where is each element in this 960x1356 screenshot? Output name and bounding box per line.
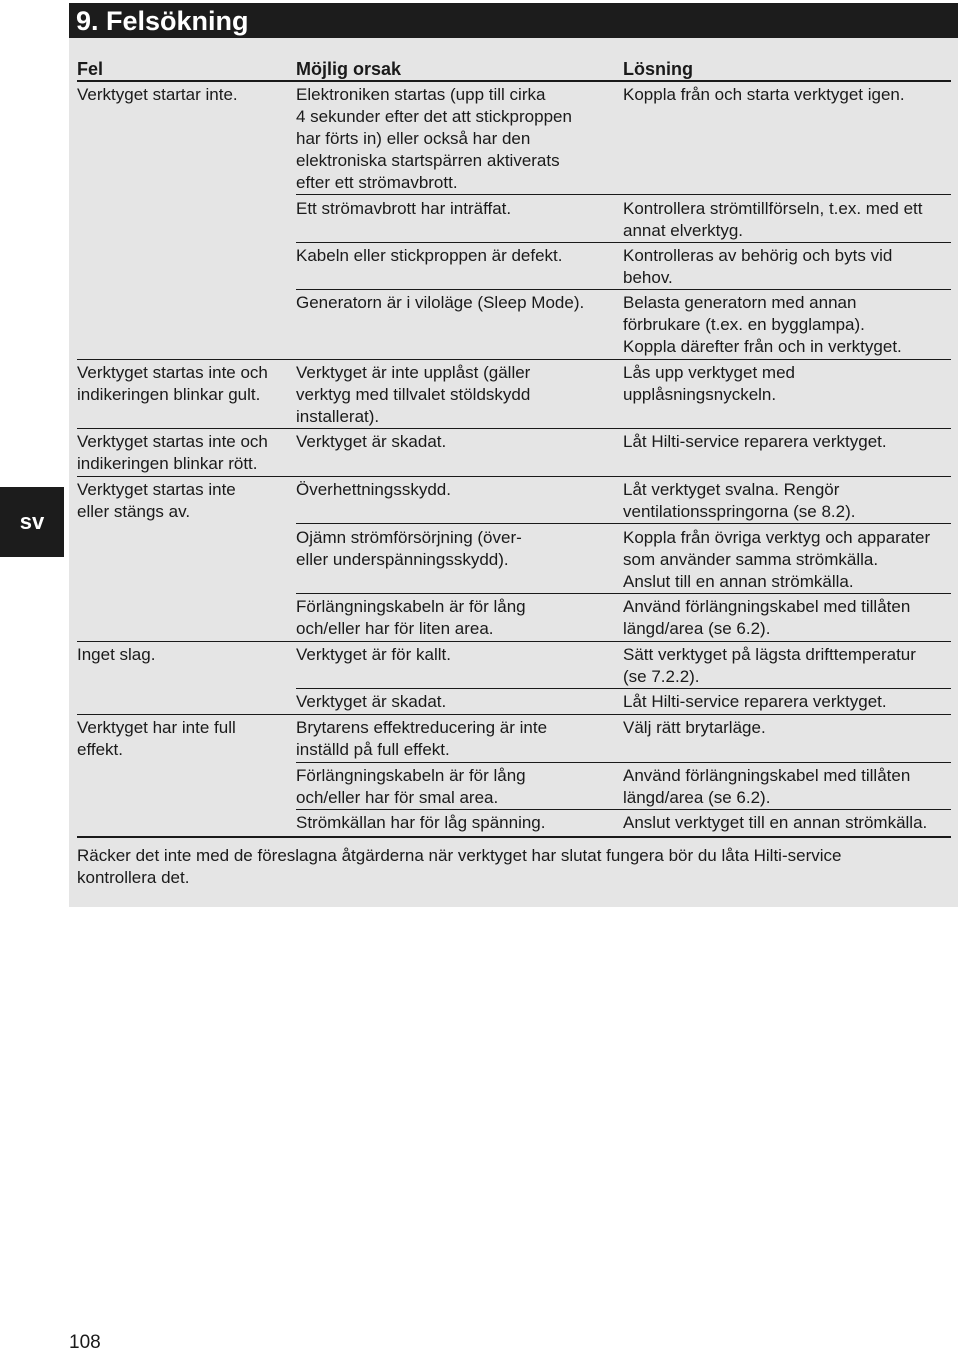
row-divider: [77, 428, 951, 429]
table-cell-losning: Lås upp verktyget med upplåsningsnyckeln.: [623, 363, 795, 404]
table-cell-losning: Koppla från och starta verktyget igen.: [623, 85, 905, 104]
section-title: 9. Felsökning: [76, 6, 249, 36]
header-divider: [77, 80, 951, 82]
table-cell-orsak: Verktyget är skadat.: [296, 432, 447, 451]
row-divider: [296, 289, 951, 290]
table-cell-losning: Använd förlängningskabel med tillåten längd/area (se 6.2).: [623, 597, 911, 638]
table-cell-losning: Använd förlängningskabel med tillåten längd/area (se 6.2).: [623, 766, 911, 807]
row-divider: [296, 242, 951, 243]
table-cell-losning: Anslut verktyget till en annan strömkälla.: [623, 813, 928, 832]
row-divider: [296, 523, 951, 524]
table-cell-losning: Välj rätt brytarläge.: [623, 718, 766, 737]
table-cell-losning: Sätt verktyget på lägsta drifttemperatur (se 7.2.2).: [623, 645, 916, 686]
table-cell-orsak: Brytarens effektreducering är inte inställd på full effekt.: [296, 718, 548, 759]
footer-note: Räcker det inte med de föreslagna åtgärderna när verktyget har slutat fungera bör du låta Hilti-service kontrollera det.: [77, 846, 842, 887]
table-cell-fel: Verktyget startas inte och indikeringen blinkar gult.: [77, 363, 268, 404]
table-cell-losning: Låt verktyget svalna. Rengör ventilationsspringorna (se 8.2).: [623, 480, 856, 521]
row-divider: [77, 714, 951, 715]
table-cell-losning: Kontrollera strömtillförseln, t.ex. med ett annat elverktyg.: [623, 199, 923, 240]
row-divider: [296, 194, 951, 195]
column-header-fel: Fel: [77, 59, 104, 79]
section-header: [69, 3, 958, 38]
table-cell-orsak: Elektroniken startas (upp till cirka 4 sekunder efter det att stickproppen har förts in) eller också har den elektroniska startspärren aktiverats efter ett strömavbrott.: [296, 85, 572, 192]
language-tab: sv: [0, 487, 64, 557]
table-cell-fel: Inget slag.: [77, 645, 156, 664]
table-cell-orsak: Generatorn är i viloläge (Sleep Mode).: [296, 293, 585, 312]
table-cell-losning: Koppla från övriga verktyg och apparater som använder samma strömkälla. Anslut till en annan strömkälla.: [623, 528, 931, 591]
row-divider: [77, 476, 951, 477]
table-cell-orsak: Verktyget är inte upplåst (gäller verktyg med tillvalet stöldskydd installerat).: [296, 363, 531, 426]
table-cell-losning: Låt Hilti-service reparera verktyget.: [623, 692, 887, 711]
table-cell-losning: Låt Hilti-service reparera verktyget.: [623, 432, 887, 451]
row-divider: [77, 359, 951, 360]
table-cell-orsak: Ojämn strömförsörjning (över- eller underspänningsskydd).: [296, 528, 522, 569]
table-cell-orsak: Strömkällan har för låg spänning.: [296, 813, 546, 832]
page-number: 108: [69, 1332, 101, 1353]
table-cell-orsak: Verktyget är skadat.: [296, 692, 447, 711]
table-cell-orsak: Överhettningsskydd.: [296, 480, 451, 499]
row-divider: [296, 762, 951, 763]
table-cell-losning: Belasta generatorn med annan förbrukare (t.ex. en bygglampa). Koppla därefter från och in verktyget.: [623, 293, 902, 356]
row-divider: [77, 641, 951, 642]
table-cell-fel: Verktyget startas inte och indikeringen blinkar rött.: [77, 432, 268, 473]
row-divider: [296, 593, 951, 594]
table-cell-fel: Verktyget har inte full effekt.: [77, 718, 236, 759]
table-cell-orsak: Förlängningskabeln är för lång och/eller har för liten area.: [296, 597, 526, 638]
table-cell-fel: Verktyget startar inte.: [77, 85, 238, 104]
row-divider: [296, 809, 951, 810]
table-cell-fel: Verktyget startas inte eller stängs av.: [77, 480, 236, 521]
table-cell-losning: Kontrolleras av behörig och byts vid behov.: [623, 246, 893, 287]
row-divider: [296, 688, 951, 689]
column-header-losning: Lösning: [623, 59, 693, 79]
table-cell-orsak: Ett strömavbrott har inträffat.: [296, 199, 512, 218]
column-header-orsak: Möjlig orsak: [296, 59, 402, 79]
table-bottom-rule: [77, 836, 951, 838]
table-cell-orsak: Förlängningskabeln är för lång och/eller har för smal area.: [296, 766, 526, 807]
table-cell-orsak: Kabeln eller stickproppen är defekt.: [296, 246, 563, 265]
table-cell-orsak: Verktyget är för kallt.: [296, 645, 451, 664]
